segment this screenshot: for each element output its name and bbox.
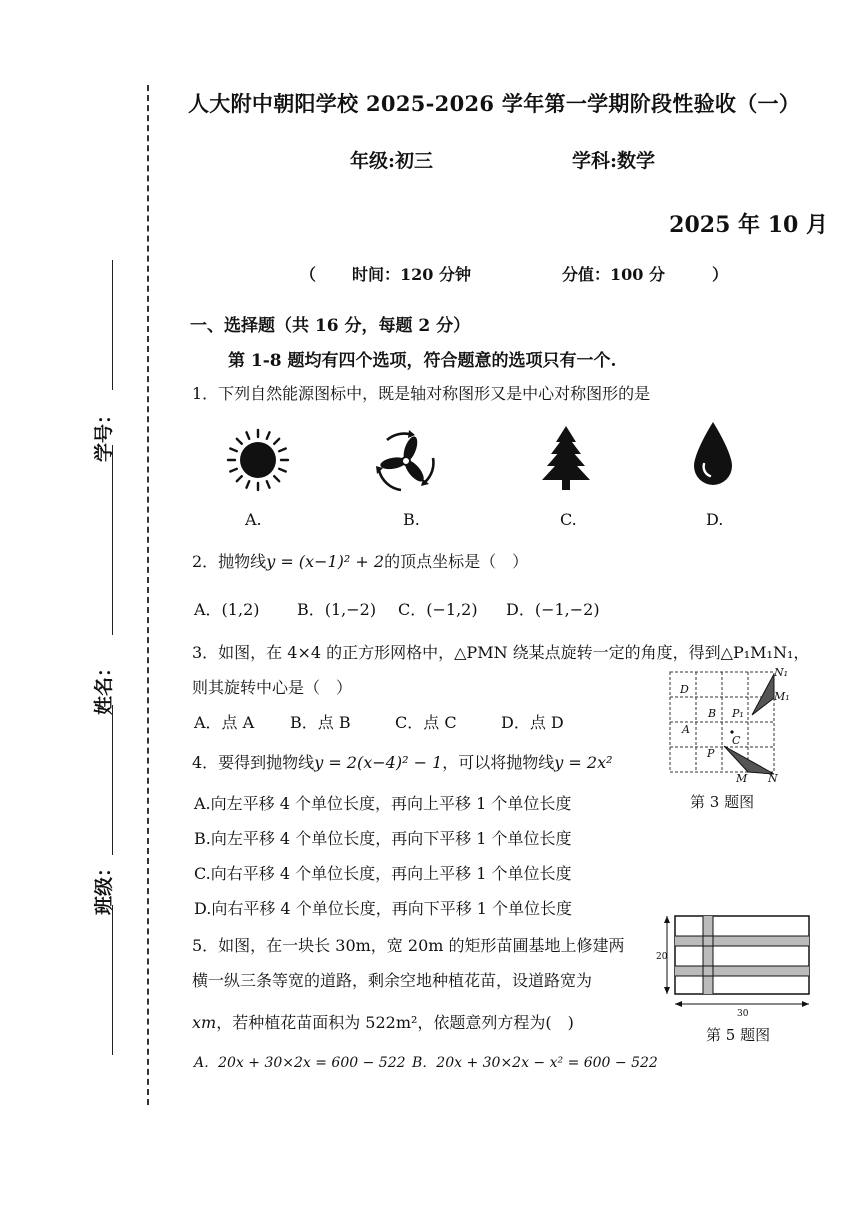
question-5-option-a: A．20x + 30×2x = 600 − 522 bbox=[194, 1055, 406, 1071]
exam-time: 时间：120 分钟 bbox=[352, 265, 471, 284]
figure3-label-a: A bbox=[682, 723, 690, 736]
question-5-option-b: B．20x + 30×2x − x² = 600 − 522 bbox=[412, 1055, 658, 1071]
section-instruction: 第 1-8 题均有四个选项，符合题意的选项只有一个. bbox=[228, 351, 617, 371]
question-3-figure-caption: 第 3 题图 bbox=[690, 793, 755, 811]
meta-open-paren: （ bbox=[300, 265, 317, 284]
question-3-option-d: D．点 D bbox=[501, 713, 564, 732]
id-blank-line bbox=[112, 260, 113, 390]
question-2-option-c: C．(−1,2) bbox=[398, 600, 478, 619]
figure3-label-p1: P₁ bbox=[732, 707, 744, 720]
question-4-formula-2: y = 2x² bbox=[554, 753, 613, 772]
question-2-option-d: D．(−1,−2) bbox=[506, 600, 600, 619]
question-3-stem-line1: 3．如图，在 4×4 的正方形网格中，△PMN 绕某点旋转一定的角度，得到△P₁M₁N₁， bbox=[192, 643, 810, 662]
question-2-stem-prefix: 2．抛物线 bbox=[192, 552, 267, 571]
question-1-option-a: A. bbox=[245, 510, 262, 529]
figure3-label-d: D bbox=[680, 683, 689, 696]
exam-date: 2025 年 10 月 bbox=[669, 212, 828, 238]
question-3-option-a: A．点 A bbox=[194, 713, 255, 732]
question-1-option-d: D. bbox=[706, 510, 724, 529]
question-4-option-d: D.向右平移 4 个单位长度，再向下平移 1 个单位长度 bbox=[194, 899, 573, 918]
question-3-option-c: C．点 C bbox=[395, 713, 457, 732]
question-1-option-b: B. bbox=[403, 510, 420, 529]
question-5-variable: xm bbox=[192, 1013, 217, 1032]
figure5-width-label: 30 bbox=[737, 1009, 749, 1019]
figure3-label-m1: M₁ bbox=[774, 690, 790, 703]
question-5-garden-figure bbox=[655, 912, 815, 1022]
section-heading: 一、选择题（共 16 分，每题 2 分） bbox=[190, 316, 471, 336]
class-blank-line bbox=[112, 905, 113, 1055]
student-id-label: 学号： bbox=[93, 404, 116, 463]
id-blank-line-lower bbox=[112, 445, 113, 635]
question-4-option-a: A.向左平移 4 个单位长度，再向上平移 1 个单位长度 bbox=[194, 794, 572, 813]
question-4-formula-1: y = 2(x−4)² − 1 bbox=[314, 753, 443, 772]
class-label: 班级： bbox=[93, 857, 116, 916]
exam-score: 分值：100 分 bbox=[562, 265, 665, 284]
wind-turbine-icon bbox=[373, 428, 439, 494]
meta-close-paren: ） bbox=[712, 265, 729, 284]
question-2-stem bbox=[192, 549, 528, 572]
question-4-option-b: B.向左平移 4 个单位长度，再向下平移 1 个单位长度 bbox=[194, 829, 572, 848]
question-2-option-a: A．(1,2) bbox=[194, 600, 260, 619]
figure3-label-b: B bbox=[708, 707, 717, 720]
pine-tree-icon bbox=[539, 424, 593, 492]
question-1-stem: 1．下列自然能源图标中，既是轴对称图形又是中心对称图形的是 bbox=[192, 384, 651, 403]
question-4-stem-prefix: 4．要得到抛物线 bbox=[192, 753, 315, 772]
question-3-grid-figure bbox=[668, 668, 788, 784]
question-4-stem-mid: ，可以将抛物线 bbox=[442, 753, 555, 772]
exam-title: 人大附中朝阳学校 2025-2026 学年第一学期阶段性验收（一） bbox=[188, 91, 801, 116]
question-5-figure-caption: 第 5 题图 bbox=[706, 1026, 771, 1044]
water-drop-icon bbox=[690, 420, 736, 490]
question-5-stem-line2: 横一纵三条等宽的道路，剩余空地种植花苗，设道路宽为 bbox=[192, 971, 593, 990]
question-4-option-c: C.向右平移 4 个单位长度，再向上平移 1 个单位长度 bbox=[194, 864, 572, 883]
binding-dashed-line bbox=[147, 85, 149, 1105]
grade-label: 年级:初三 bbox=[350, 150, 434, 172]
question-3-stem-line2: 则其旋转中心是（ ） bbox=[192, 678, 353, 697]
figure3-label-n1: N₁ bbox=[774, 666, 789, 679]
figure3-label-m: M bbox=[736, 772, 748, 785]
question-2-formula: y = (x−1)² + 2 bbox=[266, 552, 385, 571]
question-5-stem-line3-rest: ，若种植花苗面积为 522m²，依题意列方程为( ) bbox=[216, 1013, 574, 1032]
figure3-label-c: C bbox=[732, 734, 741, 747]
name-blank-line bbox=[112, 705, 113, 855]
subject-label: 学科:数学 bbox=[572, 150, 656, 172]
question-5-stem-line3 bbox=[192, 1010, 574, 1033]
figure3-label-p: P bbox=[707, 747, 715, 760]
question-2-option-b: B．(1,−2) bbox=[297, 600, 377, 619]
question-5-stem-line1: 5．如图，在一块长 30m，宽 20m 的矩形苗圃基地上修建两 bbox=[192, 936, 625, 955]
question-4-stem bbox=[192, 750, 613, 773]
question-3-option-b: B．点 B bbox=[290, 713, 351, 732]
student-name-label: 姓名： bbox=[93, 657, 116, 716]
figure3-label-n: N bbox=[768, 772, 778, 785]
question-2-stem-suffix: 的顶点坐标是（ ） bbox=[384, 552, 529, 571]
sun-icon bbox=[226, 428, 290, 492]
figure5-height-label: 20 bbox=[656, 952, 668, 962]
question-1-option-c: C. bbox=[560, 510, 577, 529]
